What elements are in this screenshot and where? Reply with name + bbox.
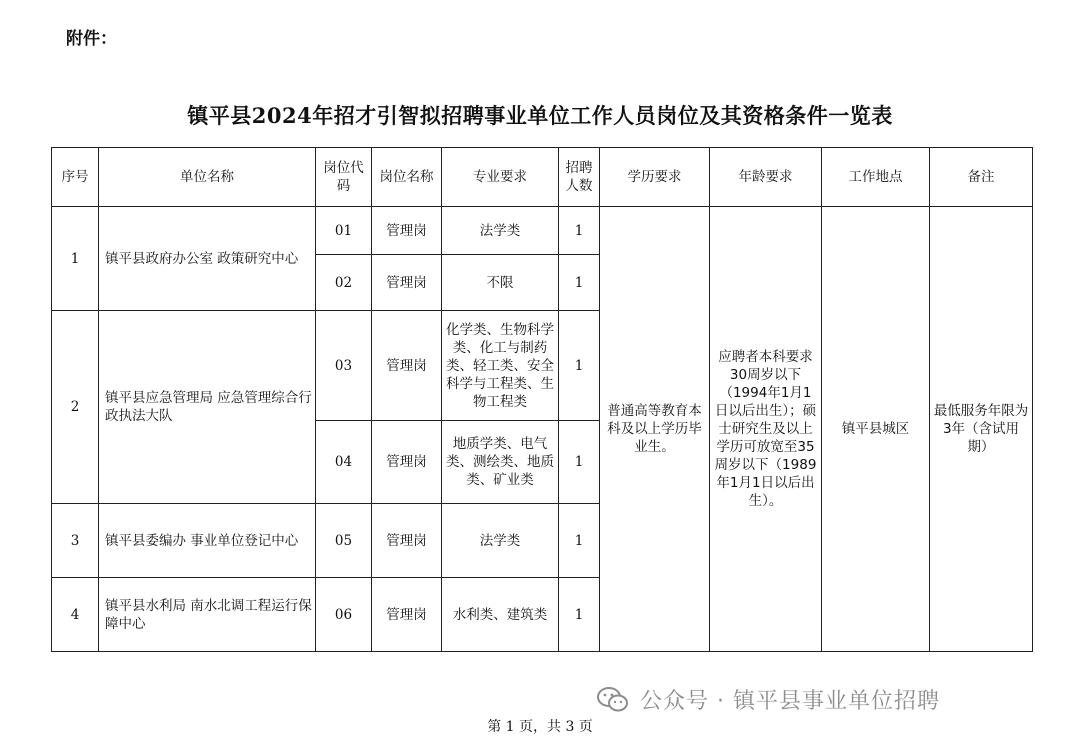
age-cell: 应聘者本科要求30周岁以下（1994年1月1日以后出生）；硕士研究生及以上学历可放宽至35周岁以下（1989年1月1日以后出生）。 [710, 207, 822, 652]
header-cell: 专业要求 [442, 148, 559, 207]
watermark [596, 684, 940, 715]
header-cell: 岗位名称 [372, 148, 442, 207]
header-cell: 年龄要求 [710, 148, 822, 207]
seq-cell: 4 [52, 578, 99, 652]
position-name-cell: 管理岗 [372, 421, 442, 504]
table-header-row [52, 148, 1033, 207]
position-code-cell: 06 [316, 578, 372, 652]
count-cell: 1 [559, 578, 600, 652]
seq-cell: 1 [52, 207, 99, 311]
seq-cell: 2 [52, 311, 99, 504]
table-row [52, 207, 1033, 255]
location-cell: 镇平县城区 [822, 207, 930, 652]
position-code-cell: 05 [316, 504, 372, 578]
attachment-label: 附件： [66, 29, 117, 49]
unit-name-cell: 镇平县水利局 南水北调工程运行保障中心 [99, 578, 316, 652]
remark-cell: 最低服务年限为3年（含试用期） [930, 207, 1033, 652]
positions-table [51, 147, 1033, 652]
page-number: 第 1 页，共 3 页 [487, 719, 593, 735]
header-cell: 备注 [930, 148, 1033, 207]
watermark-text: 公众号 · 镇平县事业单位招聘 [640, 689, 940, 714]
position-code-cell: 04 [316, 421, 372, 504]
major-cell: 地质学类、电气类、测绘类、地质类、矿业类 [442, 421, 559, 504]
position-name-cell: 管理岗 [372, 578, 442, 652]
header-cell: 单位名称 [99, 148, 316, 207]
count-cell: 1 [559, 421, 600, 504]
major-cell: 法学类 [442, 207, 559, 255]
major-cell: 化学类、生物科学类、化工与制药类、轻工类、安全科学与工程类、生物工程类 [442, 311, 559, 421]
wechat-icon [596, 686, 630, 714]
unit-name-cell: 镇平县应急管理局 应急管理综合行政执法大队 [99, 311, 316, 504]
header-cell: 序号 [52, 148, 99, 207]
seq-cell: 3 [52, 504, 99, 578]
education-cell: 普通高等教育本科及以上学历毕业生。 [600, 207, 710, 652]
count-cell: 1 [559, 255, 600, 311]
header-cell: 学历要求 [600, 148, 710, 207]
position-name-cell: 管理岗 [372, 311, 442, 421]
position-name-cell: 管理岗 [372, 255, 442, 311]
page-title: 镇平县2024年招才引智拟招聘事业单位工作人员岗位及其资格条件一览表 [187, 103, 893, 128]
header-cell: 招聘人数 [559, 148, 600, 207]
unit-name-cell: 镇平县委编办 事业单位登记中心 [99, 504, 316, 578]
position-code-cell: 03 [316, 311, 372, 421]
major-cell: 水利类、建筑类 [442, 578, 559, 652]
header-cell: 工作地点 [822, 148, 930, 207]
major-cell: 法学类 [442, 504, 559, 578]
count-cell: 1 [559, 504, 600, 578]
unit-name-cell: 镇平县政府办公室 政策研究中心 [99, 207, 316, 311]
position-code-cell: 02 [316, 255, 372, 311]
position-code-cell: 01 [316, 207, 372, 255]
major-cell: 不限 [442, 255, 559, 311]
count-cell: 1 [559, 207, 600, 255]
header-cell: 岗位代码 [316, 148, 372, 207]
position-name-cell: 管理岗 [372, 207, 442, 255]
count-cell: 1 [559, 311, 600, 421]
position-name-cell: 管理岗 [372, 504, 442, 578]
